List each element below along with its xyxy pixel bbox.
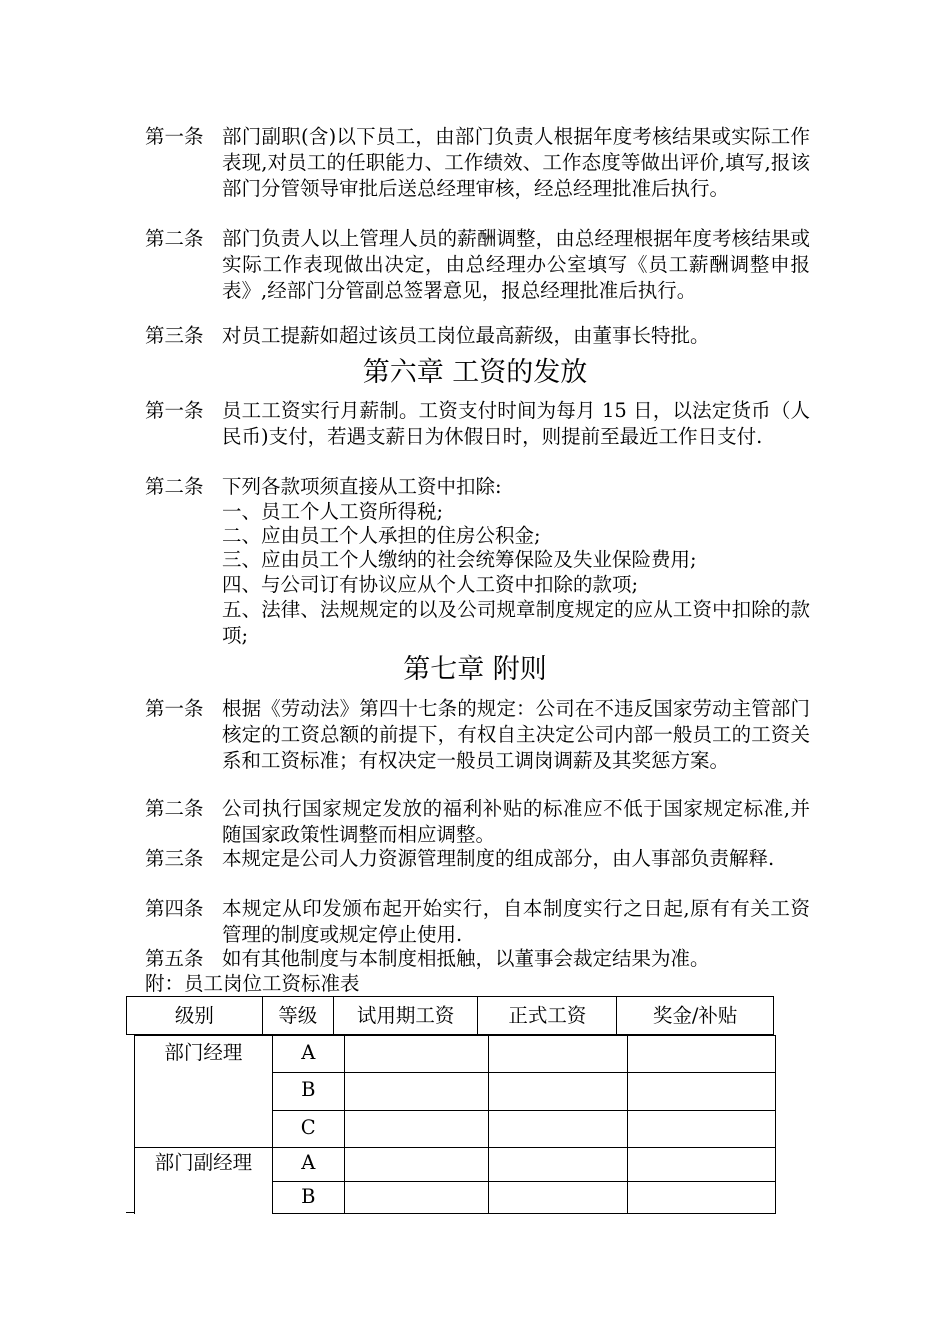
header-cell: 奖金/补贴 — [617, 997, 774, 1035]
article-label: 第一条 — [145, 125, 204, 148]
bonus-cell — [628, 1073, 776, 1111]
table-row — [135, 1148, 776, 1182]
chapter-title: 第七章 附则 — [403, 654, 547, 685]
formal-salary-cell — [489, 1036, 628, 1073]
bonus-cell — [628, 1111, 776, 1148]
article — [145, 398, 810, 450]
salary-table-body — [134, 1035, 776, 1214]
header-cell: 等级 — [262, 997, 333, 1035]
trial-salary-cell — [344, 1182, 489, 1214]
article-text: 本规定是公司人力资源管理制度的组成部分，由人事部负责解释. — [222, 847, 775, 870]
article-text: 对员工提薪如超过该员工岗位最高薪级，由董事长特批。 — [222, 324, 710, 347]
grade-cell: B — [272, 1182, 344, 1214]
chapter-title: 第六章 工资的发放 — [362, 357, 588, 388]
position-cell: 部门副经理 — [135, 1148, 273, 1214]
header-cell: 试用期工资 — [333, 997, 478, 1035]
article — [145, 323, 810, 349]
article — [145, 796, 810, 848]
article-label: 第二条 — [145, 797, 204, 820]
trial-salary-cell — [344, 1111, 489, 1148]
article-label: 第一条 — [145, 399, 204, 422]
formal-salary-cell — [489, 1148, 628, 1182]
article — [145, 226, 810, 304]
position-cell: 部门经理 — [135, 1036, 273, 1148]
article-label: 第二条 — [145, 227, 204, 250]
deduction-item: 五、法律、法规规定的以及公司规章制度规定的应从工资中扣除的款项; — [222, 598, 810, 647]
grade-cell: B — [272, 1073, 344, 1111]
formal-salary-cell — [489, 1111, 628, 1148]
deduction-item: 四、与公司订有协议应从个人工资中扣除的款项; — [222, 573, 639, 596]
article-label: 第四条 — [145, 897, 204, 920]
grade-cell: A — [272, 1148, 344, 1182]
article-text: 部门负责人以上管理人员的薪酬调整，由总经理根据年度考核结果或实际工作表现做出决定，由总经理办公室填写《员工薪酬调整申报表》,经部门分管副总签署意见，报总经理批准后执行。 — [222, 227, 810, 302]
trial-salary-cell — [344, 1148, 489, 1182]
article-label: 第二条 — [145, 475, 204, 498]
bonus-cell — [628, 1036, 776, 1073]
article — [145, 474, 810, 500]
article-label: 第五条 — [145, 947, 204, 970]
header-cell: 级别 — [127, 997, 263, 1035]
article — [145, 696, 810, 774]
article-label: 第一条 — [145, 697, 204, 720]
grade-cell: C — [272, 1111, 344, 1148]
article — [145, 124, 810, 202]
grade-cell: A — [272, 1036, 344, 1073]
article — [145, 846, 810, 872]
article-label: 第三条 — [145, 324, 204, 347]
article-text: 员工工资实行月薪制。工资支付时间为每月 15 日，以法定货币（人民币)支付，若遇支薪日为休假日时，则提前至最近工作日支付. — [222, 399, 810, 448]
article-text: 根据《劳动法》第四十七条的规定：公司在不违反国家劳动主管部门核定的工资总额的前提下，有权自主决定公司内部一般员工的工资关系和工资标准；有权决定一般员工调岗调薪及其奖惩方案。 — [222, 697, 810, 772]
article — [145, 896, 810, 948]
trial-salary-cell — [344, 1073, 489, 1111]
article-text: 部门副职(含)以下员工，由部门负责人根据年度考核结果或实际工作表现,对员工的任职能力、工作绩效、工作态度等做出评价,填写,报该部门分管领导审批后送总经理审核，经总经理批准后执行。 — [222, 125, 810, 200]
deduction-item: 三、应由员工个人缴纳的社会统筹保险及失业保险费用; — [222, 548, 697, 571]
appendix-caption: 附：员工岗位工资标准表 — [145, 972, 360, 995]
deduction-item: 二、应由员工个人承担的住房公积金; — [222, 524, 541, 547]
article-text: 下列各款项须直接从工资中扣除: — [222, 475, 502, 498]
header-cell: 正式工资 — [478, 997, 617, 1035]
table-edge-mark — [126, 1212, 135, 1213]
article-text: 如有其他制度与本制度相抵触，以董事会裁定结果为准。 — [222, 947, 710, 970]
article-text: 本规定从印发颁布起开始实行，自本制度实行之日起,原有有关工资管理的制度或规定停止使用. — [222, 897, 810, 946]
bonus-cell — [628, 1182, 776, 1214]
article-label: 第三条 — [145, 847, 204, 870]
deduction-item: 一、员工个人工资所得税; — [222, 500, 444, 523]
formal-salary-cell — [489, 1182, 628, 1214]
article — [145, 946, 810, 972]
formal-salary-cell — [489, 1073, 628, 1111]
table-row — [135, 1036, 776, 1073]
table-header-row — [127, 997, 774, 1035]
trial-salary-cell — [344, 1036, 489, 1073]
salary-table-header — [126, 996, 774, 1035]
bonus-cell — [628, 1148, 776, 1182]
article-text: 公司执行国家规定发放的福利补贴的标准应不低于国家规定标准,并随国家政策性调整而相应调整。 — [222, 797, 810, 846]
